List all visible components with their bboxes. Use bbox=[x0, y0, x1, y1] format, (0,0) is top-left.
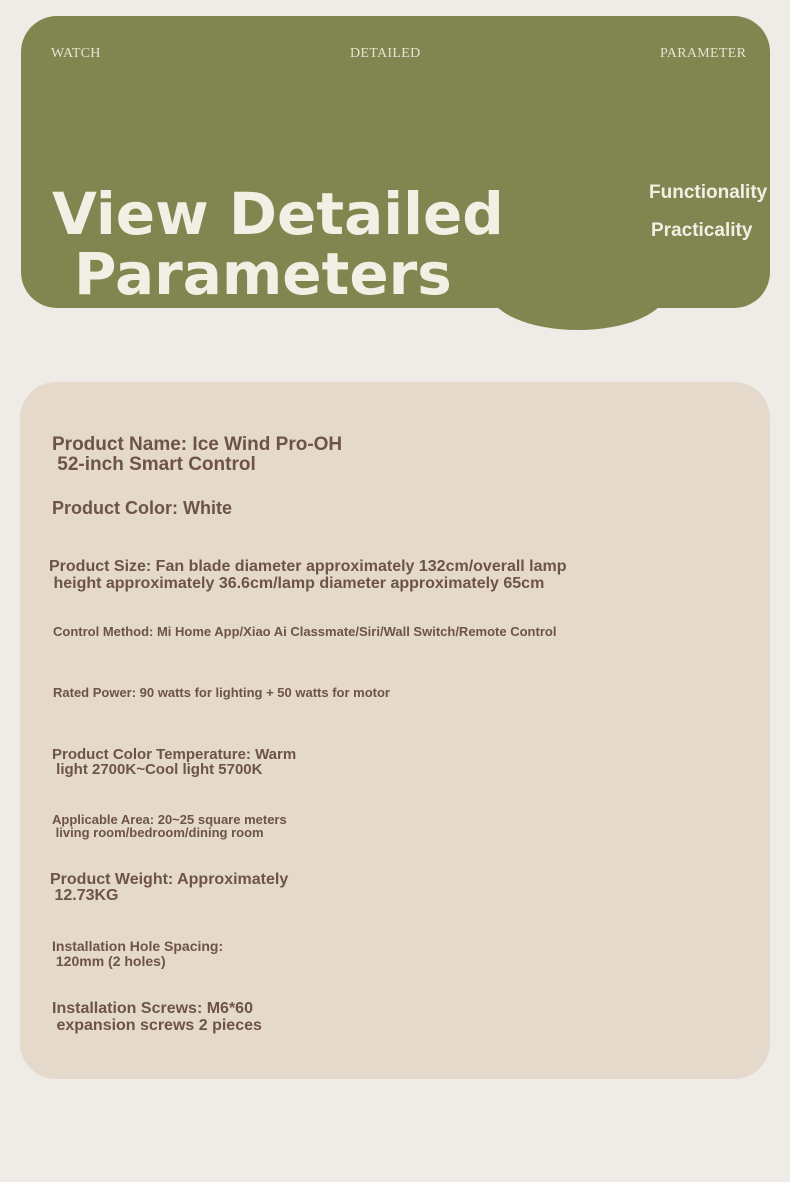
nav-parameter[interactable]: PARAMETER bbox=[660, 46, 747, 61]
title-line-1: View Detailed bbox=[52, 180, 504, 248]
nav-detailed[interactable]: DETAILED bbox=[350, 46, 421, 61]
spec-control-method: Control Method: Mi Home App/Xiao Ai Classmate/Siri/Wall Switch/Remote Control bbox=[53, 624, 557, 639]
spec-product-name: Product Name: Ice Wind Pro-OH 52-inch Smart Control bbox=[52, 434, 343, 475]
title-line-2: Parameters bbox=[74, 240, 452, 308]
nav-watch[interactable]: WATCH bbox=[51, 46, 101, 61]
spec-hole-spacing: Installation Hole Spacing: 120mm (2 holes) bbox=[52, 938, 224, 969]
spec-product-size: Product Size: Fan blade diameter approximately 132cm/overall lamp height approximately 36.6cm/lamp diameter approximately 65cm bbox=[49, 558, 567, 592]
page-title bbox=[52, 180, 504, 308]
tag-practicality: Practicality bbox=[651, 220, 753, 241]
spec-card bbox=[20, 382, 770, 1079]
spec-installation-screws: Installation Screws: M6*60 expansion screws 2 pieces bbox=[52, 1000, 262, 1034]
banner-tab bbox=[489, 250, 667, 330]
spec-applicable-area: Applicable Area: 20~25 square meters living room/bedroom/dining room bbox=[52, 812, 287, 840]
spec-product-color: Product Color: White bbox=[52, 498, 232, 518]
spec-color-temperature: Product Color Temperature: Warm light 2700K~Cool light 5700K bbox=[52, 746, 297, 778]
tag-functionality: Functionality bbox=[649, 182, 768, 203]
spec-rated-power: Rated Power: 90 watts for lighting + 50 watts for motor bbox=[53, 685, 390, 700]
spec-product-weight: Product Weight: Approximately 12.73KG bbox=[50, 871, 289, 904]
